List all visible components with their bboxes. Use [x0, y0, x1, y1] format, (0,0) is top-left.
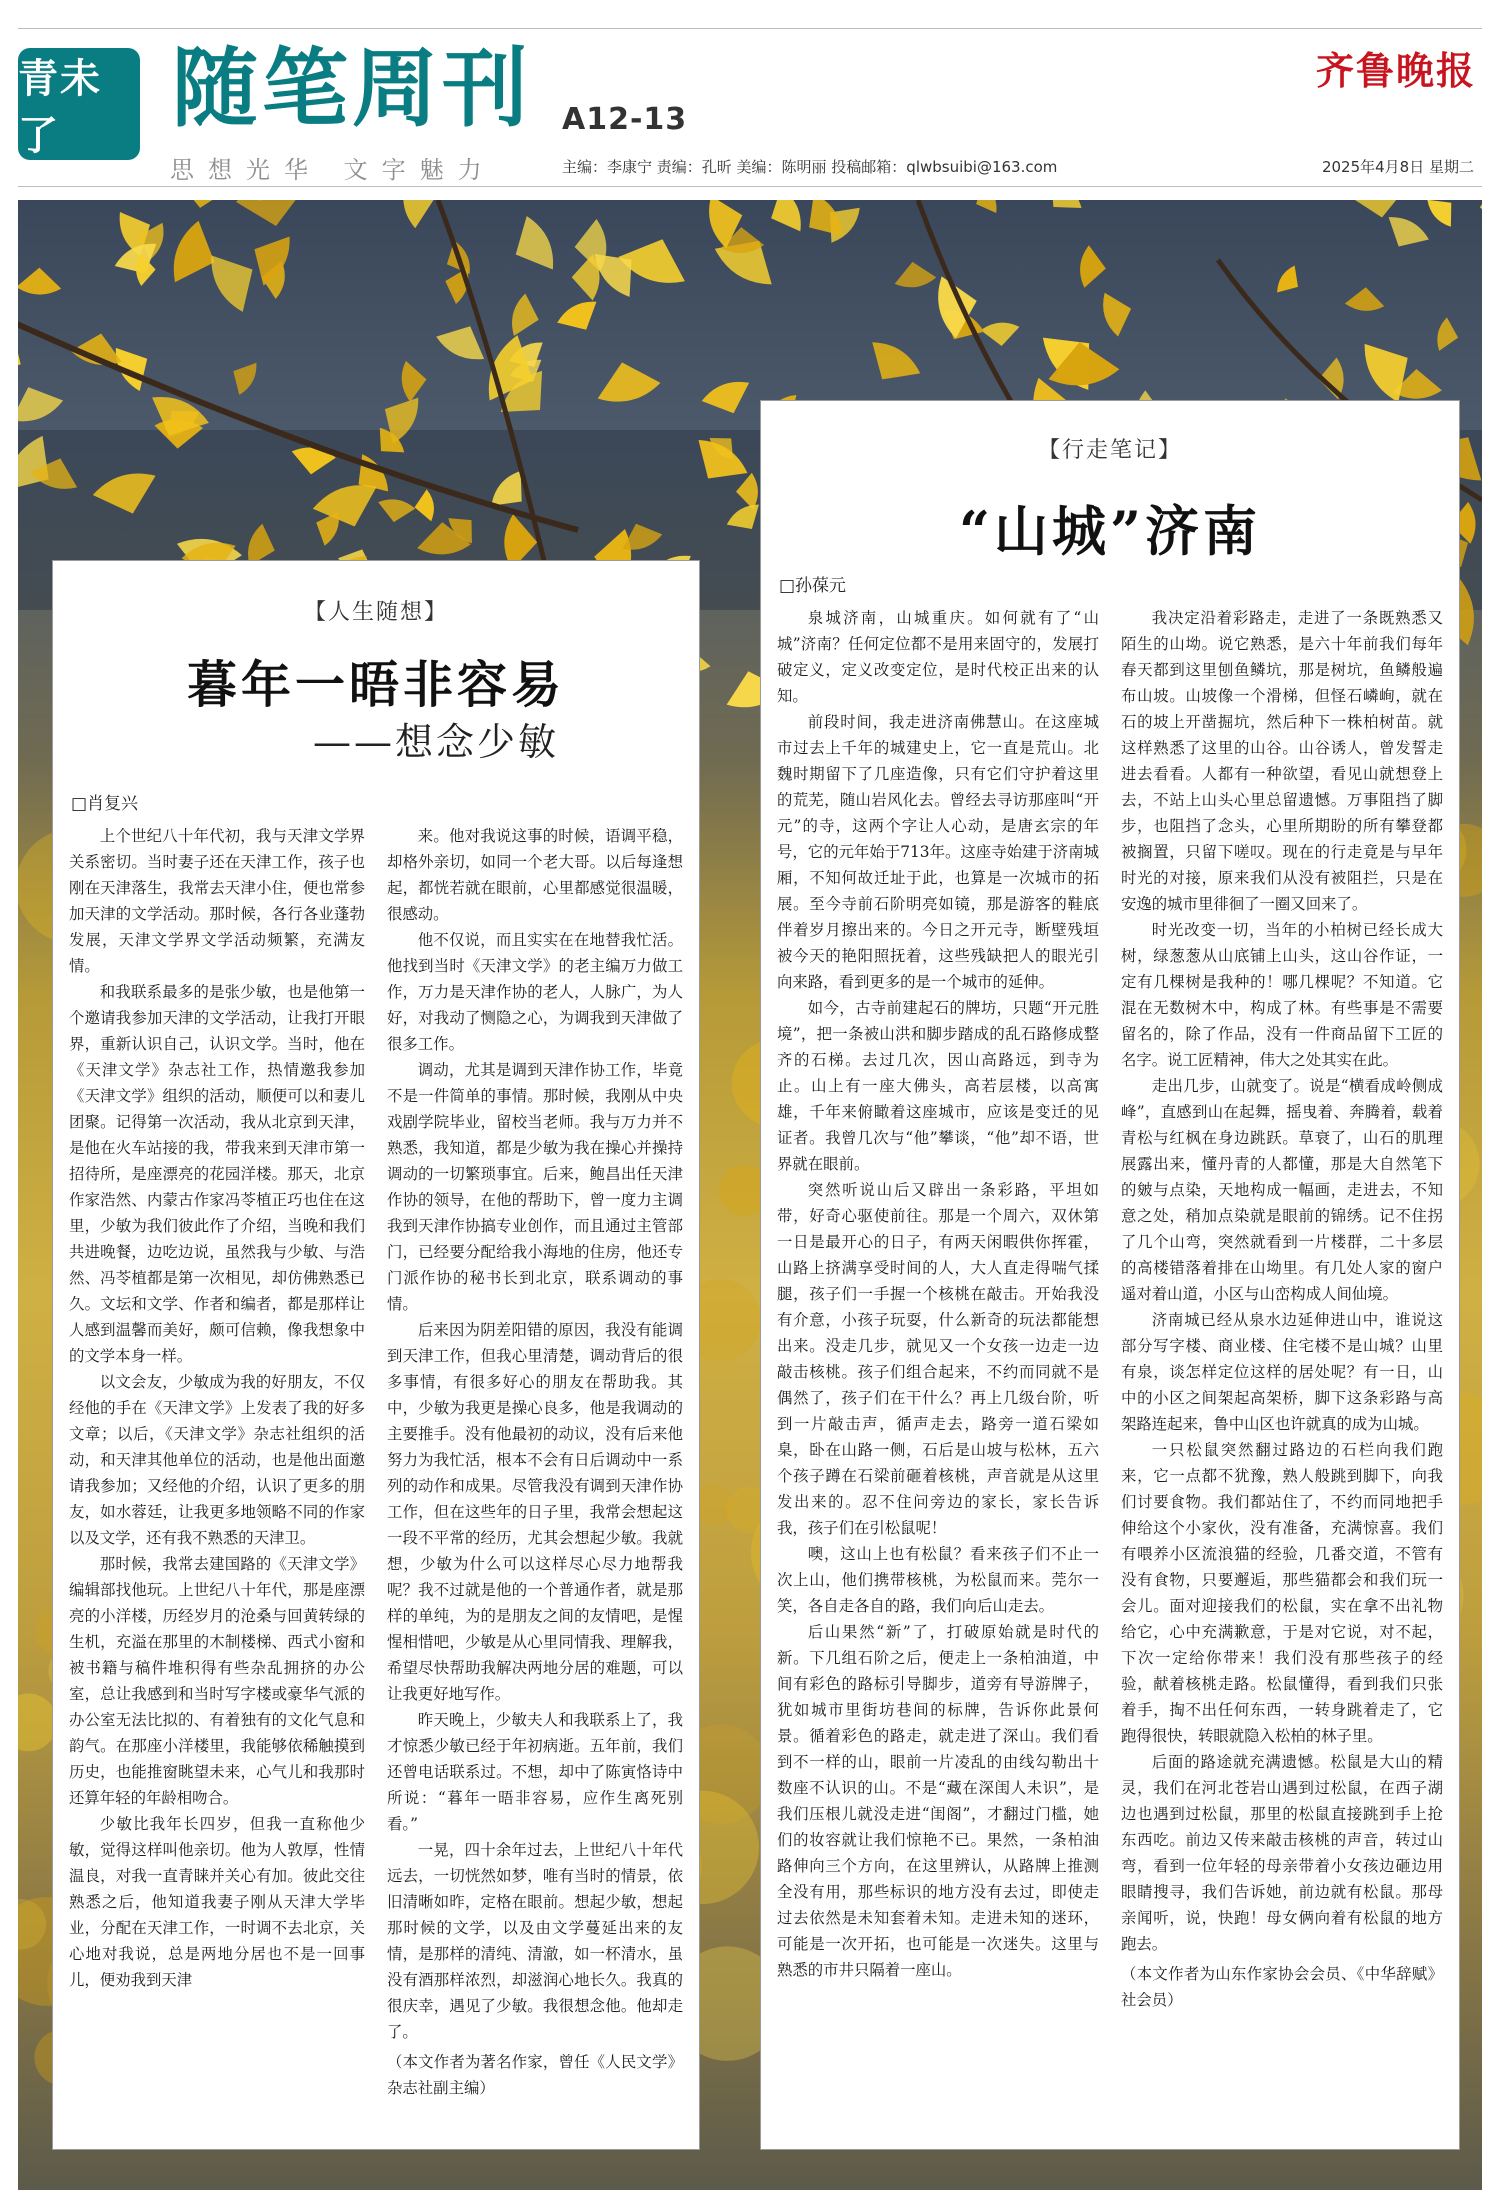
ginkgo-leaf — [1478, 200, 1482, 224]
ginkgo-leaf — [400, 200, 437, 229]
ginkgo-leaf — [858, 335, 925, 395]
body-paragraph: 调动，尤其是调到天津作协工作，毕竟不是一件简单的事情。那时候，我刚从中央戏剧学院毕业，留校当老师。我与万力并不熟悉，我知道，都是少敏为我在操心并操持调动的一切繁琐事宜。后来，鲍昌出任天津作协的领导，在他的帮助下，曾一度力主调我到天津作协搞专业创作，而且通过主管部门，已经要分配给我小海地的住房，他还专门派作协的秘书长到北京，联系调动的事情。 — [387, 1061, 683, 1313]
ginkgo-leaf — [969, 200, 1000, 219]
ginkgo-leaf — [591, 355, 663, 408]
body-paragraph: 后来因为阴差阳错的原因，我没有能调到天津工作，但我心里清楚，调动背后的很多事情，有很多好心的朋友在帮助我。其中，少敏为我更是操心良多，他是我调动的主要推手。没有他最初的动议，没有后来他努力为我忙活，根本不会有日后调动中一系列的动作和成果。尽管我没有调到天津作协工作，但在这些年的日子里，我常会想起这一段不平常的经历，尤其会想起少敏。我就想，少敏为什么可以这样尽心尽力地帮我呢？我不过就是他的一个普通作者，就是那样的单纯，为的是朋友之间的友情吧，是惺惺相惜吧，少敏是从心里同情我、理解我，希望尽快帮助我解决两地分居的难题，可以让我更好地写作。 — [387, 1321, 683, 1703]
body-paragraph: 他不仅说，而且实实在在地替我忙活。他找到当时《天津文学》的老主编万力做工作，万力是天津作协的老人，人脉广，为人好，对我动了恻隐之心，为调我到天津做了很多工作。 — [387, 931, 683, 1053]
body-paragraph: 来。他对我说这事的时候，语调平稳，却格外亲切，如同一个老大哥。以后每逢想起，都恍若就在眼前，心里都感觉很温暖，很感动。 — [387, 827, 683, 923]
ginkgo-leaf — [892, 259, 938, 291]
ginkgo-leaf — [1078, 245, 1108, 290]
body-paragraph: 走出几步，山就变了。说是“横看成岭侧成峰”，直感到山在起舞，摇曳着、奔腾着，载着青松与红枫在身边跳跃。草衰了，山石的肌理展露出来，懂丹青的人都懂，那是大自然笔下的皴与点染，天地构成一幅画，走进去，不知意之处，稍加点染就是眼前的锦绣。记不住拐了几个山弯，突然就看到一片楼群，二十多层的高楼错落着排在山坳里。有几处人家的窗户遥对着山道，小区与山峦构成人间仙境。 — [1121, 1077, 1443, 1303]
issue-date: 2025年4月8日 星期二 — [1321, 158, 1474, 176]
ginkgo-leaf — [572, 254, 600, 300]
ginkgo-leaf — [1273, 263, 1307, 300]
masthead-bottom-rule — [18, 186, 1482, 187]
body-paragraph: 后山果然“新”了，打破原始就是时代的新。下几组石阶之后，便走上一条柏油道，中间有彩色的路标引导脚步，道旁有导游牌子，犹如城市里街坊巷间的标牌，告诉你此景何景。循着彩色的路走，就走进了深山。我们看到不一样的山，眼前一片凌乱的由线勾勒出十数座不认识的山。不是“藏在深闺人未识”，是我们压根儿就没走进“闺阁”，才翻过门槛，她们的妆容就让我们惊艳不已。果然，一条柏油路伸向三个方向，在这里辨认，从路牌上推测全没有用，那些标识的地方没有去过，即使走过去依然是未知套着未知。走进未知的迷环，可能是一次开拓，也可能是一次迷失。这里与熟悉的市井只隔着一座山。 — [777, 1623, 1099, 1979]
body-paragraph: 突然听说山后又辟出一条彩路，平坦如带，好奇心驱使前往。那是一个周六，双休第一日是最开心的日子，有两天闲暇供你挥霍，山路上挤满享受时间的人，大人直走得喘气揉腿，孩子们一手握一个核桃在敲击。开始我没有介意，小孩子玩耍，什么新奇的玩法都能想出来。没走几步，就见又一个女孩一边走一边敲击核桃。孩子们组合起来，不约而同就不是偶然了，孩子们在干什么？再上几级台阶，听到一片敲击声，循声走去，路旁一道石梁如臬，卧在山路一侧，石后是山坡与松林，五六个孩子蹲在石梁前砸着核桃，声音就是从这里发出来的。忍不住问旁边的家长，家长告诉我，孩子们在引松鼠呢！ — [777, 1181, 1099, 1537]
article-body — [69, 823, 683, 2141]
body-paragraph: 以文会友，少敏成为我的好朋友，不仅经他的手在《天津文学》上发表了我的好多文章；以后，《天津文学》杂志社组织的活动，和天津其他单位的活动，也是他出面邀请我参加；又经他的介绍，认识了更多的朋友，如水蓉廷，让我更多地领略不同的作家以及文学，还有我不熟悉的天津卫。 — [69, 1373, 365, 1547]
newspaper-logo: 齐鲁晚报 — [1315, 48, 1476, 93]
body-paragraph: 一晃，四十余年过去，上世纪八十年代远去，一切恍然如梦，唯有当时的情景，依旧清晰如昨，定格在眼前。想起少敏，想起那时候的文学，以及由文学蔓延出来的友情，是那样的清纯、清澈，如一杯清水，虽没有酒那样浓烈，却滋润心地长久。我真的很庆幸，遇见了少敏。我很想念他。他却走了。 — [387, 1841, 683, 2041]
section-title: 随笔周刊 — [172, 39, 532, 139]
ginkgo-leaf — [508, 292, 545, 341]
ginkgo-leaf — [1434, 316, 1462, 354]
article-column-tag: 【人生随想】 — [303, 600, 448, 625]
article-subtitle: ——想念少敏 — [312, 720, 559, 764]
page-label: A12-13 — [562, 102, 688, 137]
section-slogan: 思想光华 文字魅力 — [170, 156, 496, 184]
body-paragraph: 前段时间，我走进济南佛慧山。在这座城市过去上千年的城建史上，它一直是荒山。北魏时期留下了几座造像，只有它们守护着这里的荒芜，随山岩风化去。曾经去寻访那座叫“开元”的寺，这两个字让人心动，是唐玄宗的年号，它的元年始于713年。这座寺始建于济南城厢，不知何故迁址于此，也算是一次城市的拓展。至今寺前石阶明亮如镜，那是游客的鞋底伴着岁月擦出来的。今日之开元寺，断壁残垣被今天的艳阳照抚着，这些残缺把人的眼光引向来路，看到更多的是一个城市的延伸。 — [777, 713, 1099, 991]
body-column-left — [777, 605, 1099, 2141]
article-column-tag: 【行走笔记】 — [1037, 438, 1182, 463]
article-author: □孙葆元 — [779, 576, 847, 596]
body-paragraph: 噢，这山上也有松鼠？看来孩子们不止一次上山，他们携带核桃，为松鼠而来。莞尔一笑，各自走各自的路，我们向后山走去。 — [777, 1545, 1099, 1615]
ginkgo-leaf — [400, 359, 429, 403]
ginkgo-leaf — [169, 200, 238, 213]
editor-credits: 主编：李康宁 责编：孔昕 美编：陈明丽 投稿邮箱：qlwbsuibi@163.com — [562, 158, 1058, 176]
body-paragraph: 泉城济南，山城重庆。如何就有了“山城”济南？任何定位都不是用来固守的，发展打破定义，定义改变定位，是时代校正出来的认知。 — [777, 609, 1099, 705]
ginkgo-leaf — [18, 267, 62, 296]
ginkgo-leaf — [18, 377, 66, 428]
article-card-2 — [760, 400, 1460, 2150]
article-body — [777, 605, 1443, 2141]
article-card-1 — [52, 560, 700, 2150]
body-column-right — [1121, 605, 1443, 2141]
body-paragraph: 上个世纪八十年代初，我与天津文学界关系密切。当时妻子还在天津工作，孩子也刚在天津落生，我常去天津小住，便也常参加天津的文学活动。那时候，各行各业蓬勃发展，天津文学界文学活动频繁，充满友情。 — [69, 827, 365, 975]
masthead-top-rule — [18, 28, 1482, 29]
body-paragraph: 那时候，我常去建国路的《天津文学》编辑部找他玩。上世纪八十年代，那是座漂亮的小洋楼，历经岁月的沧桑与回黄转绿的生机，充溢在那里的木制楼梯、西式小窗和被书籍与稿件堆积得有些杂乱拥挤的办公室，总让我感到和当时写字楼或豪华气派的办公室无法比拟的、有着独有的文化气息和韵气。在那座小洋楼里，我能够依稀触摸到历史，也能推窗眺望未来，心气儿和我那时还算年轻的年龄相吻合。 — [69, 1555, 365, 1807]
body-paragraph: 我决定沿着彩路走，走进了一条既熟悉又陌生的山坳。说它熟悉，是六十年前我们每年春天都到这里刨鱼鳞坑，那是树坑，鱼鳞般遍布山坡。山坡像一个滑梯，但怪石嶙峋，就在石的坡上开凿掘坑，然后种下一株柏树苗。就这样熟悉了这里的山谷。山谷诱人，曾发誓走进去看看。人都有一种欲望，看见山就想登上去，不站上山头心里总留遗憾。万事阻挡了脚步，也阻挡了念头，心里所期盼的所有攀登都被搁置，只留下嗟叹。现在的行走竟是与早年时光的对接，原来我们从没有被阻拦，只是在安逸的城市里徘徊了一圈又回来了。 — [1121, 609, 1443, 913]
body-paragraph: 和我联系最多的是张少敏，也是他第一个邀请我参加天津的文学活动，让我打开眼界，重新认识自己，认识文学。当时，他在《天津文学》杂志社工作，热情邀我参加《天津文学》组织的活动，顺便可以和妻儿团聚。记得第一次活动，我从北京到天津，是他在火车站接的我，带我来到天津市第一招待所，是座漂亮的花园洋楼。那天，北京作家浩然、内蒙古作家冯苓植正巧也住在这里，少敏为我们彼此作了介绍，当晚和我们共进晚餐，边吃边说，虽然我与少敏、与浩然、冯苓植都是第一次相见，却仿佛熟悉已久。文坛和文学、作者和编者，都是那样让人感到温馨而美好，颇可信赖，像我想象中的文学本身一样。 — [69, 983, 365, 1365]
ginkgo-leaf — [234, 200, 310, 233]
ginkgo-leaf — [554, 296, 606, 340]
ginkgo-leaf — [699, 376, 757, 423]
ginkgo-leaf — [761, 200, 806, 240]
ginkgo-leaf — [1098, 287, 1138, 339]
author-note: （本文作者为山东作家协会会员、《中华辞赋》社会员） — [1121, 1965, 1443, 2009]
article-headline: 暮年一晤非容易 — [187, 655, 565, 714]
ginkgo-leaf — [1379, 211, 1433, 258]
body-paragraph: 后面的路途就充满遗憾。松鼠是大山的精灵，我们在河北苍岩山遇到过松鼠，在西子湖边也遇到过松鼠，那里的松鼠直接跳到手上抢东西吃。前边又传来敲击核桃的声音，转过山弯，看到一位年轻的母亲带着小女孩边砸边用眼睛搜寻，我们告诉她，前边就有松鼠。那母亲闻听，说，快跑！母女俩向着有松鼠的地方跑去。 — [1121, 1753, 1443, 1953]
body-paragraph: 少敏比我年长四岁，但我一直称他少敏，觉得这样叫他亲切。他为人敦厚，性情温良，对我一直青睐并关心有加。彼此交往熟悉之后，他知道我妻子刚从天津大学毕业，分配在天津工作，一时调不去北京，关心地对我说，总是两地分居也不是一回事儿，便劝我到天津 — [69, 1815, 365, 1989]
body-paragraph: 昨天晚上，少敏夫人和我联系上了，我才惊悉少敏已经于年初病逝。五年前，我们还曾电话联系过。不想，却中了陈寅恪诗中所说：“暮年一晤非容易，应作生离死别看。” — [387, 1711, 683, 1833]
ginkgo-leaf — [1423, 200, 1463, 230]
body-paragraph: 一只松鼠突然翻过路边的石栏向我们跑来，它一点都不犹豫，熟人般跳到脚下，向我们讨要食物。我们都站住了，不约而同地把手伸给这个小家伙，没有准备，充满惊喜。我们有喂养小区流浪猫的经验，几番交道，不管有没有食物，只要邂逅，那些猫都会和我们玩一会儿。面对迎接我们的松鼠，实在拿不出礼物给它，心中充满歉意，于是对它说，对不起，下次一定给你带来！我们没有那些孩子的经验，献着核桃走路。松鼠懂得，看到我们只张着手，掏不出任何东西，一转身跳着走了，它跑得很快，转眼就隐入松柏的林子里。 — [1121, 1441, 1443, 1745]
body-paragraph: 如今，古寺前建起石的牌坊，只题“开元胜境”，把一条被山洪和脚步踏成的乱石路修成整齐的石梯。去过几次，因山高路远，到寺为止。山上有一座大佛头，高若层楼，以高寓雄，千年来俯瞰着这座城市，应该是变迁的见证者。我曾几次与“他”攀谈，“他”却不语，世界就在眼前。 — [777, 999, 1099, 1173]
masthead — [0, 0, 1500, 196]
body-paragraph: 济南城已经从泉水边延伸进山中，谁说这部分写字楼、商业楼、住宅楼不是山城？山里有泉，谈怎样定位这样的居处呢？有一日，山中的小区之间架起高架桥，脚下这条彩路与高架路连起来，鲁中山区也许就真的成为山城。 — [1121, 1311, 1443, 1433]
article-headline: “山城”济南 — [958, 499, 1262, 563]
article-author: □肖复兴 — [71, 794, 139, 814]
ginkgo-leaf — [18, 332, 31, 384]
qingweiliao-logo: 青未了 — [18, 48, 140, 160]
ginkgo-leaf — [980, 321, 1021, 348]
ginkgo-leaf — [1344, 286, 1385, 312]
ginkgo-leaf — [225, 355, 261, 398]
body-paragraph: 时光改变一切，当年的小柏树已经长成大树，绿葱葱从山底铺上山头，这山谷作证，一定有几棵树是我种的！哪几棵呢？不知道。它混在无数树木中，构成了林。有些事是不需要留名的，除了作品，没有一件商品留下工匠的名字。说工匠精神，伟大之处其实在此。 — [1121, 921, 1443, 1069]
body-column-left — [69, 823, 365, 2141]
author-note: （本文作者为著名作家，曾任《人民文学》杂志社副主编） — [387, 2053, 683, 2097]
body-column-right — [387, 823, 683, 2141]
ginkgo-leaf — [1038, 200, 1086, 222]
ginkgo-leaf — [503, 212, 561, 281]
